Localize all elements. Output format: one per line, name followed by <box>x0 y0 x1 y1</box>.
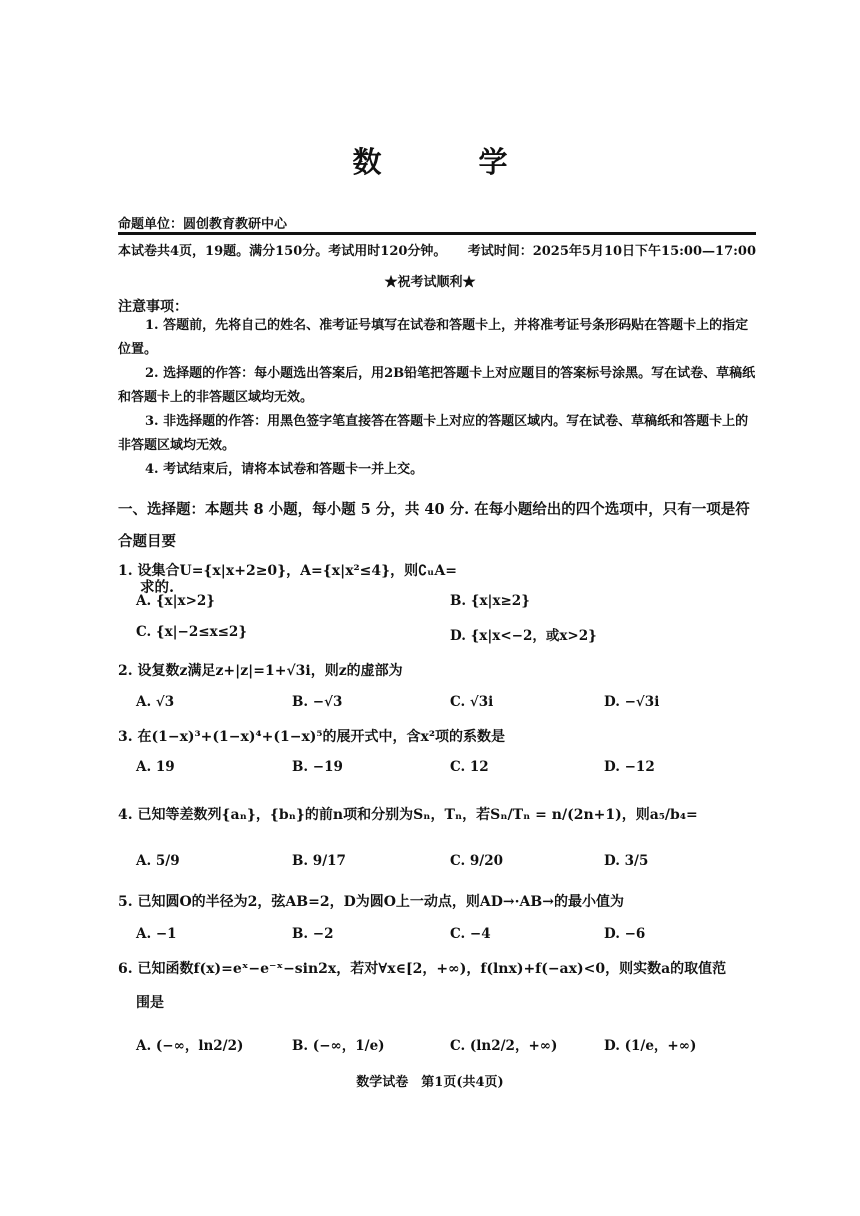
question-3-option-c: C. 12 <box>450 759 489 775</box>
header-rule <box>118 232 756 235</box>
question-1-option-a: A. {x|x>2} <box>136 593 215 609</box>
question-2-option-a: A. √3 <box>136 694 175 710</box>
question-5-stem: 5. 已知圆O的半径为2，弦AB=2，D为圆O上一动点，则AD→·AB→的最小值为 <box>118 894 624 910</box>
question-5-option-c: C. −4 <box>450 926 491 942</box>
exam-info-right: 考试时间：2025年5月10日下午15:00—17:00 <box>467 244 756 259</box>
question-4-option-c: C. 9/20 <box>450 853 504 869</box>
section-heading <box>118 494 760 604</box>
section-heading-line2: 求的. <box>140 579 175 596</box>
question-1-option-d: D. {x|x<−2，或x>2} <box>450 628 597 644</box>
question-2-option-c: C. √3i <box>450 694 494 710</box>
question-6-stem: 6. 已知函数f(x)=eˣ−e⁻ˣ−sin2x，若对∀x∈[2，+∞)，f(lnx)+f(−ax)<0，则实数a的取值范 <box>118 961 727 977</box>
good-luck-banner: ★祝考试顺利★ <box>384 275 476 290</box>
question-5-option-a: A. −1 <box>136 926 177 942</box>
note-item: 4. 考试结束后，请将本试卷和答题卡一并上交。 <box>145 462 424 477</box>
section-heading-line1: 一、选择题：本题共 8 小题，每小题 5 分，共 40 分. 在每小题给出的四个选项中，只有一项是符合题目要 <box>118 501 750 550</box>
question-1-option-b: B. {x|x≥2} <box>450 593 530 609</box>
question-6-option-a: A. (−∞，ln2/2) <box>136 1038 244 1054</box>
issuing-unit: 命题单位：圆创教育教研中心 <box>118 217 288 232</box>
question-4-option-d: D. 3/5 <box>604 853 649 869</box>
notes-title: 注意事项： <box>118 299 188 315</box>
question-6-option-b: B. (−∞，1/e) <box>292 1038 385 1054</box>
exam-info-row <box>118 240 756 259</box>
question-3-option-a: A. 19 <box>136 759 175 775</box>
question-4-option-b: B. 9/17 <box>292 853 346 869</box>
question-2-stem: 2. 设复数z满足z+|z|=1+√3i，则z的虚部为 <box>118 663 403 679</box>
question-4-stem: 4. 已知等差数列{aₙ}，{bₙ}的前n项和分别为Sₙ，Tₙ，若Sₙ/Tₙ = n/(2n+1)，则a₅/b₄= <box>118 807 698 823</box>
question-5-option-d: D. −6 <box>604 926 646 942</box>
question-4-option-a: A. 5/9 <box>136 853 180 869</box>
note-item: 2. 选择题的作答：每小题选出答案后，用2B铅笔把答题卡上对应题目的答案标号涂黑。写在试卷、草稿纸和答题卡上的非答题区域均无效。 <box>118 366 756 405</box>
question-3-option-d: D. −12 <box>604 759 655 775</box>
question-6-stem-continued: 围是 <box>136 995 164 1011</box>
exam-info-left: 本试卷共4页，19题。满分150分。考试用时120分钟。 <box>118 244 447 259</box>
question-2-option-d: D. −√3i <box>604 694 660 710</box>
note-item: 3. 非选择题的作答：用黑色签字笔直接答在答题卡上对应的答题区域内。写在试卷、草稿纸和答题卡上的非答题区域均无效。 <box>118 414 749 453</box>
question-3-option-b: B. −19 <box>292 759 343 775</box>
note-item: 1. 答题前，先将自己的姓名、准考证号填写在试卷和答题卡上，并将准考证号条形码贴在答题卡上的指定位置。 <box>118 318 749 357</box>
question-1-option-c: C. {x|−2≤x≤2} <box>136 624 247 640</box>
question-6-option-d: D. (1/e，+∞) <box>604 1038 697 1054</box>
exam-title: 数 学 <box>352 145 542 179</box>
question-1-stem: 1. 设集合U={x|x+2≥0}，A={x|x²≤4}，则∁ᵤA= <box>118 563 457 579</box>
question-3-stem: 3. 在(1−x)³+(1−x)⁴+(1−x)⁵的展开式中，含x²项的系数是 <box>118 729 506 745</box>
question-5-option-b: B. −2 <box>292 926 334 942</box>
question-6-option-c: C. (ln2/2，+∞) <box>450 1038 558 1054</box>
page-footer: 数学试卷 第1页(共4页) <box>356 1075 504 1090</box>
question-2-option-b: B. −√3 <box>292 694 343 710</box>
